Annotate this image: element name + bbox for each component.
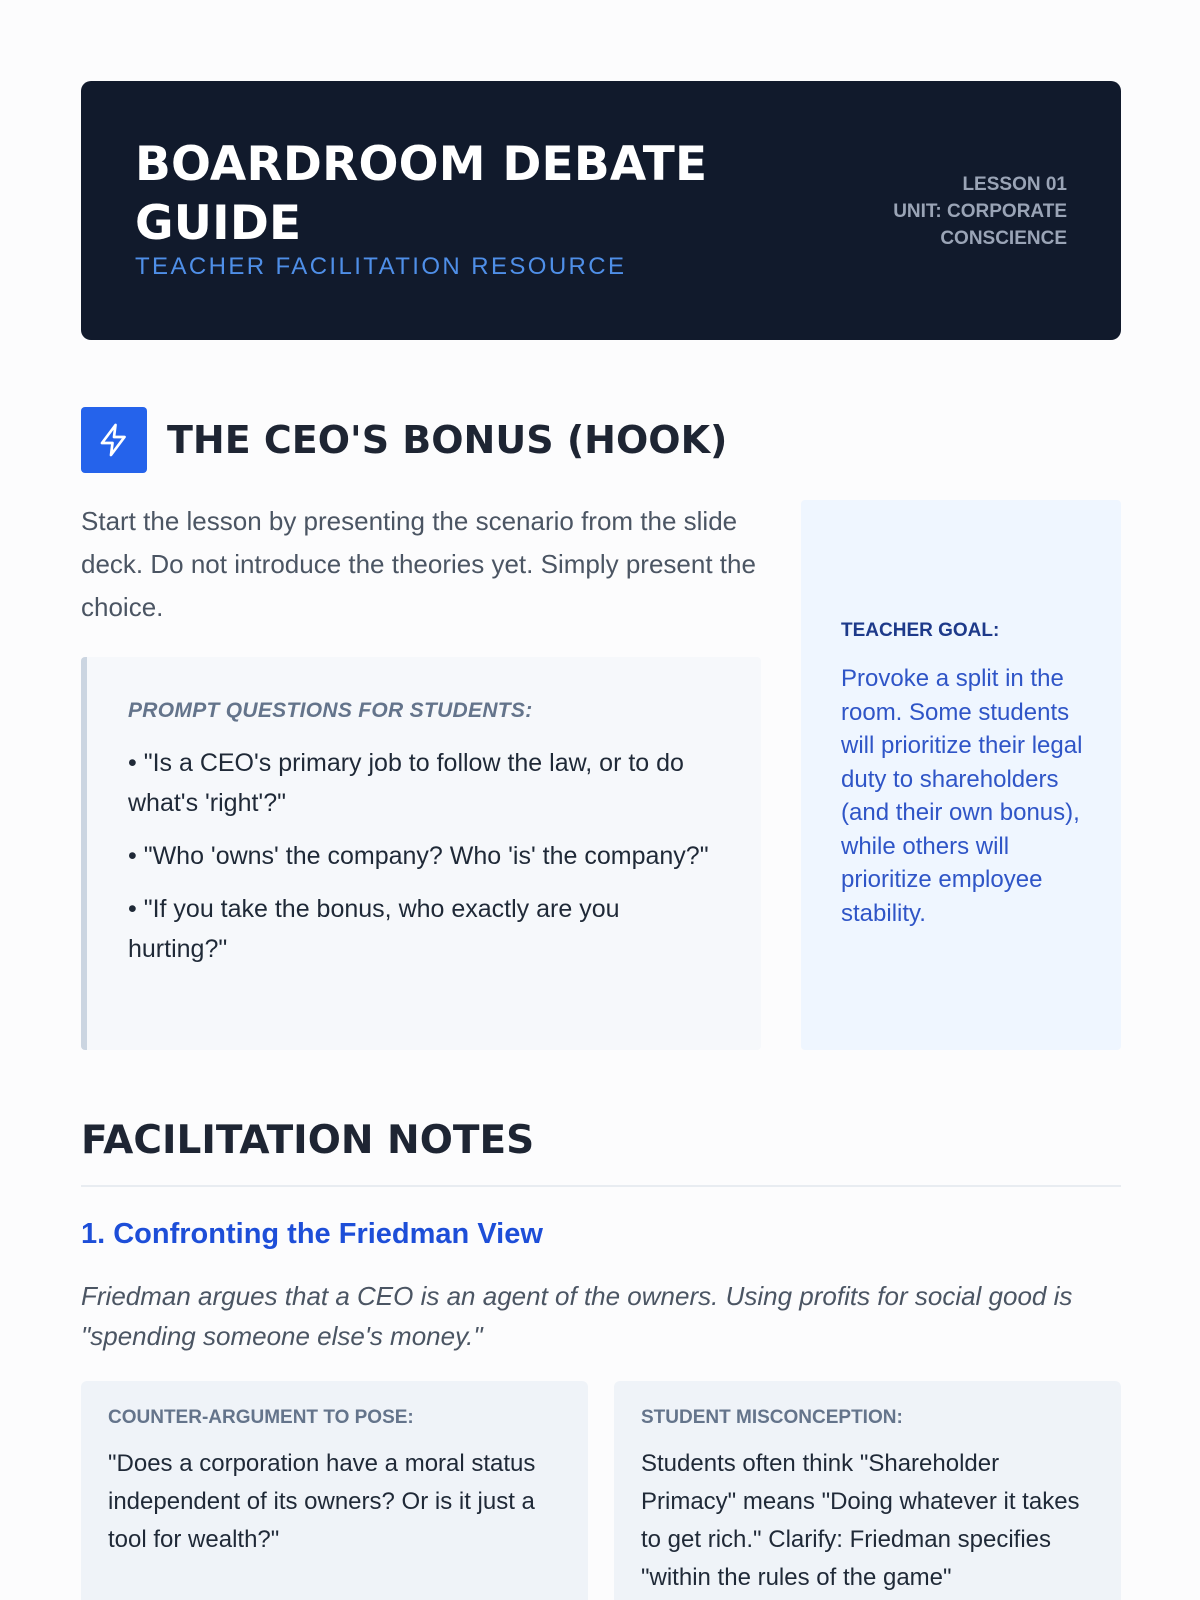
header-banner [81,81,1121,340]
divider [81,1185,1121,1187]
counter-argument-text: "Does a corporation have a moral status independent of its owners? Or is it just a tool for wealth?" [108,1450,536,1553]
student-misconception-card [614,1381,1121,1600]
unit-name: UNIT: CORPORATE CONSCIENCE [893,201,1067,249]
page-subtitle: TEACHER FACILITATION RESOURCE [135,253,627,280]
student-misconception-text: Students often think "Shareholder Primacy" means "Doing whatever it takes to get rich." Clarify: Friedman specifies "within the rules of the game" [641,1450,1080,1591]
prompt-questions-box [81,657,761,1050]
friedman-section-title: 1. Confronting the Friedman View [81,1218,543,1250]
teacher-goal-box [801,500,1121,1050]
page-title: BOARDROOM DEBATE GUIDE [135,137,708,251]
prompt-questions-heading: PROMPT QUESTIONS FOR STUDENTS: [128,699,533,722]
teacher-goal-heading: TEACHER GOAL: [841,620,1000,641]
counter-argument-heading: COUNTER-ARGUMENT TO POSE: [108,1407,414,1428]
hook-section-title: THE CEO'S BONUS (HOOK) [167,418,728,462]
list-item: • "Who 'owns' the company? Who 'is' the company?" [128,842,709,870]
facilitation-notes-title: FACILITATION NOTES [81,1118,535,1163]
lesson-meta [867,171,1067,252]
student-misconception-heading: STUDENT MISCONCEPTION: [641,1407,903,1428]
teacher-goal-text: Provoke a split in the room. Some students will prioritize their legal duty to shareholders (and their own bonus), while others will prioritize employee stability. [841,665,1083,927]
friedman-summary-quote: Friedman argues that a CEO is an agent of the owners. Using profits for social good is "spending someone else's money." [81,1281,1073,1351]
list-item: • "If you take the bonus, who exactly are you hurting?" [128,895,620,963]
prompt-questions-list [128,743,721,969]
lightning-bolt-icon [81,407,147,473]
lesson-number: LESSON 01 [962,174,1067,195]
hook-intro-text: Start the lesson by presenting the scenario from the slide deck. Do not introduce the theories yet. Simply present the choice. [81,506,756,622]
list-item: • "Is a CEO's primary job to follow the law, or to do what's 'right'?" [128,749,684,817]
counter-argument-card [81,1381,588,1600]
